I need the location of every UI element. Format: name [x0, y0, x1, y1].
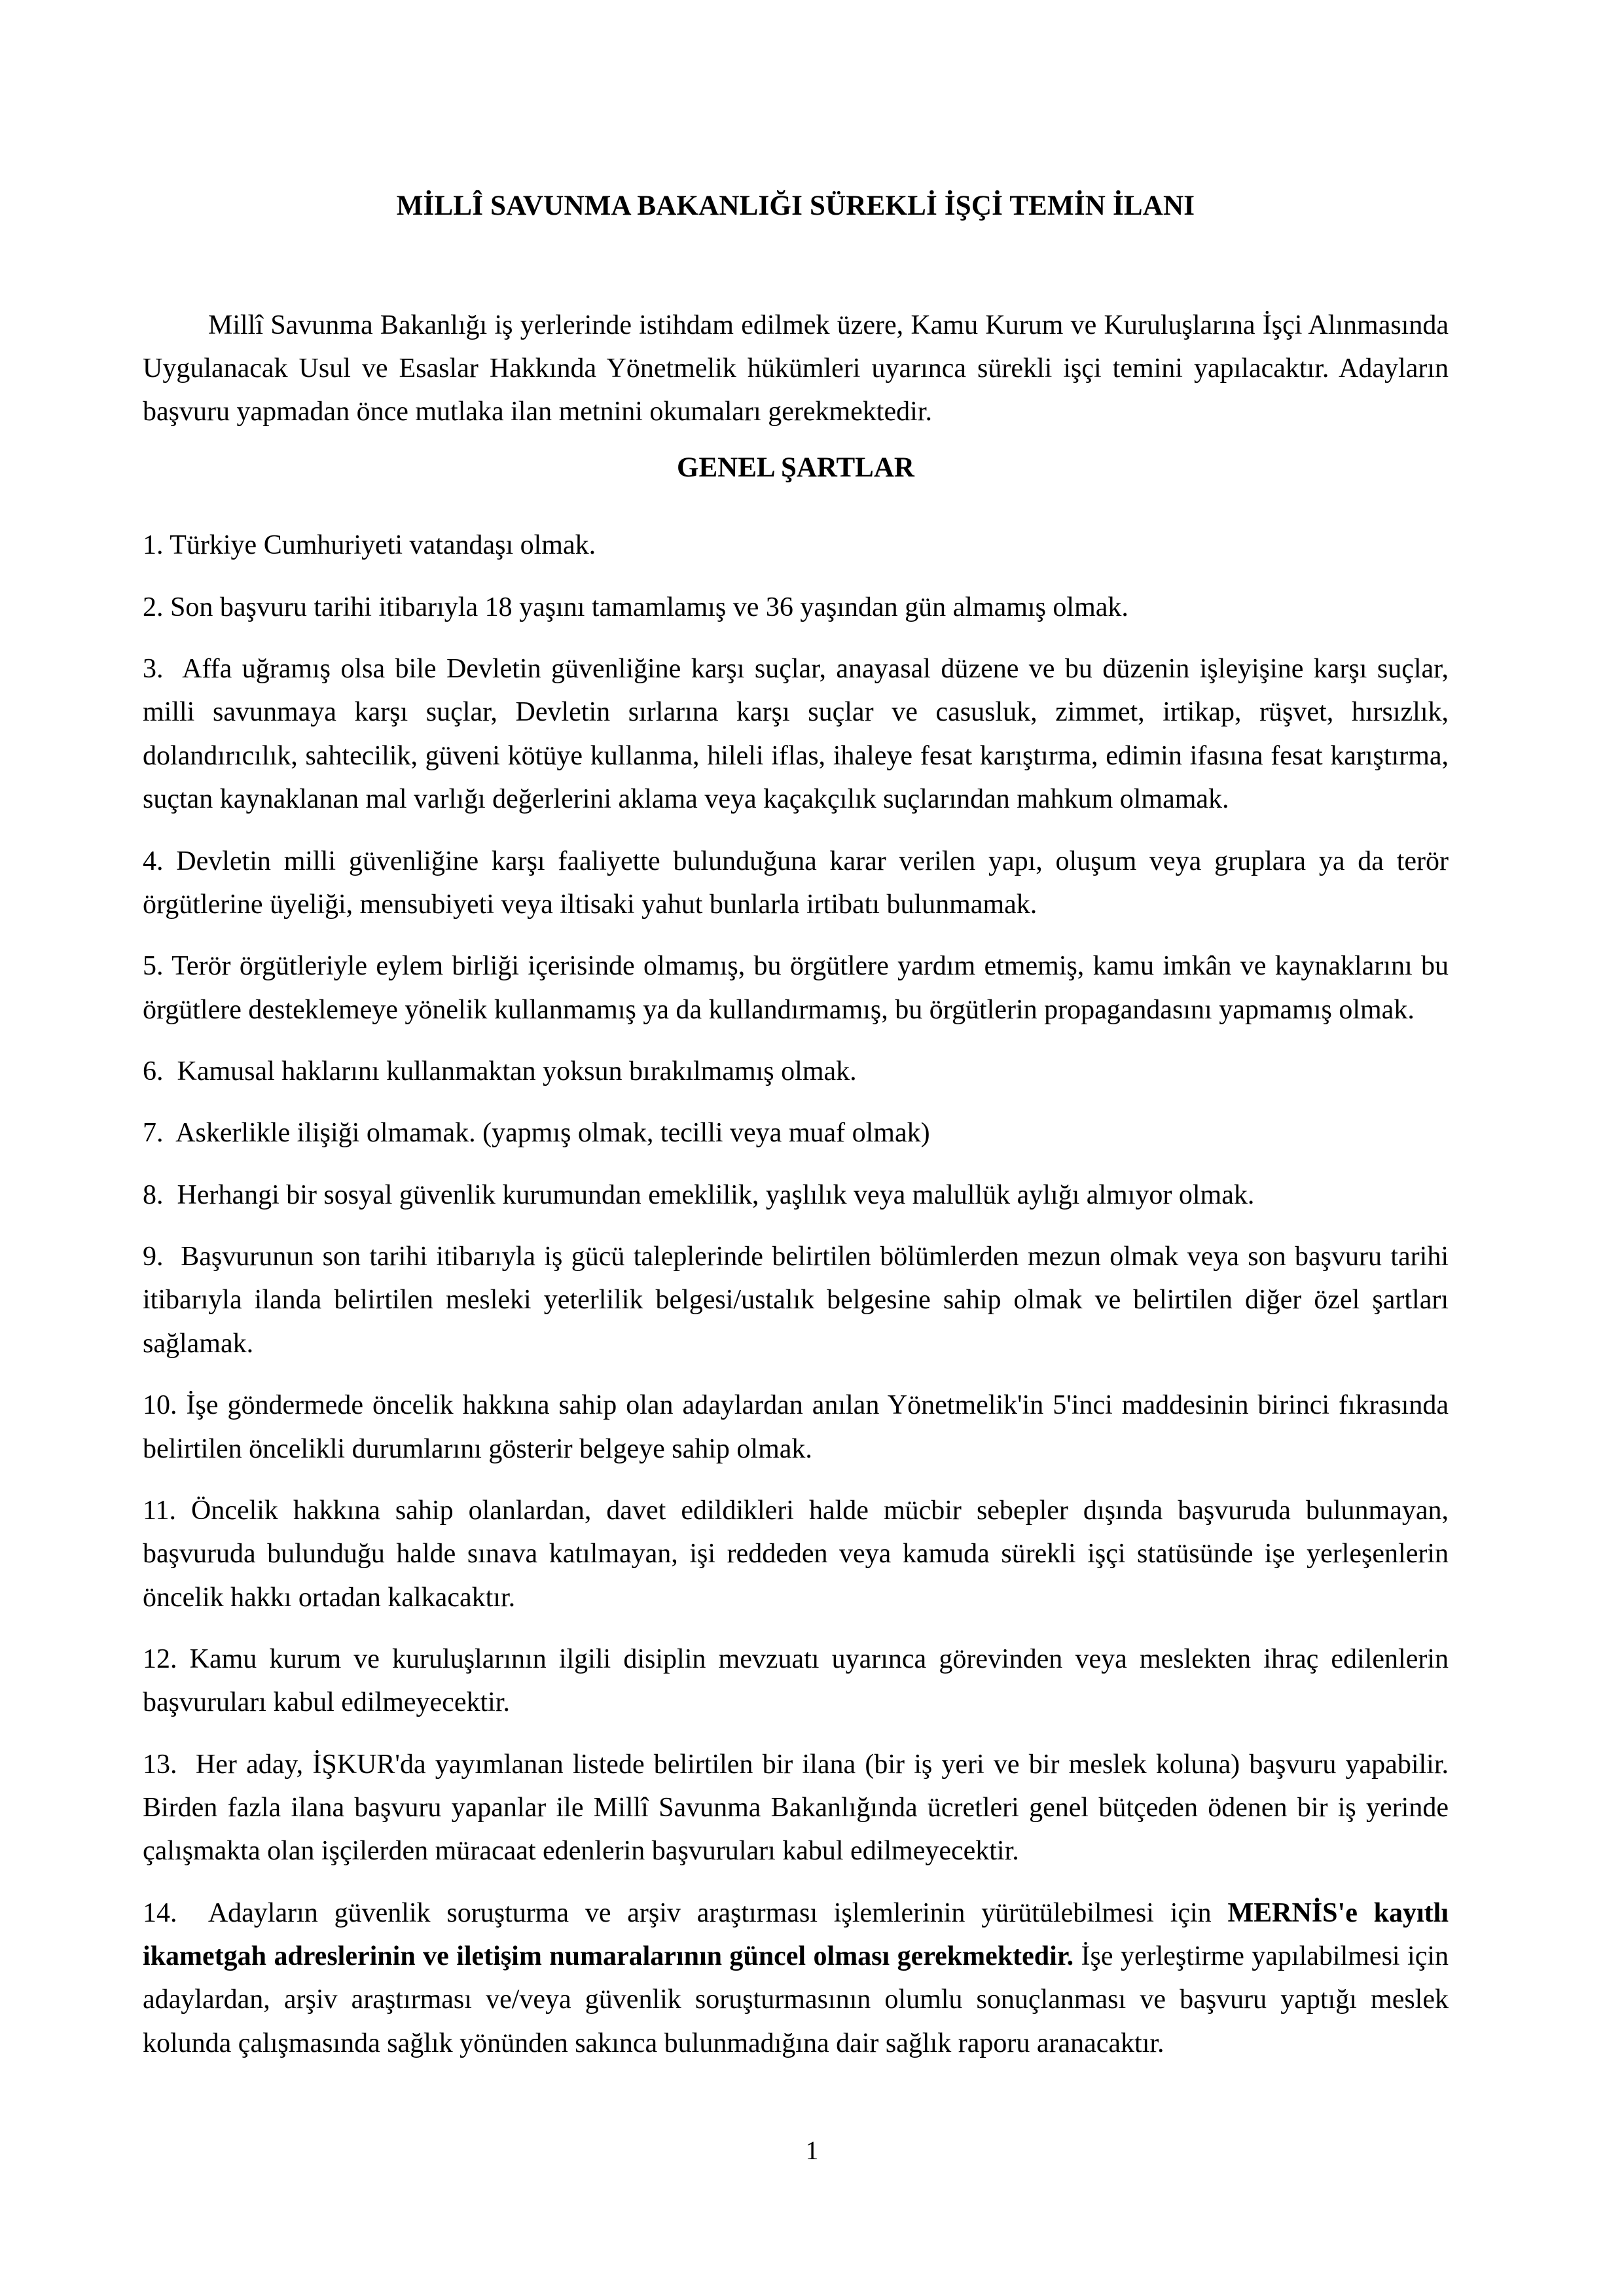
list-item-11: 11. Öncelik hakkına sahip olanlardan, davet edildikleri halde mücbir sebepler dışında başvuruda bulunmayan, başvuruda bulunduğu halde sınava katılmayan, işi reddeden veya kamuda sürekli işçi statüsünde işe yerleşenlerin öncelik hakkı ortadan kalkacaktır. — [143, 1495, 1456, 1613]
section-heading-genel-sartlar: GENEL ŞARTLAR — [677, 452, 914, 483]
list-item-2: 2. Son başvuru tarihi itibarıyla 18 yaşını tamamlamış ve 36 yaşından gün almamış olmak. — [143, 592, 1128, 622]
list-item-5: 5. Terör örgütleriyle eylem birliği içerisinde olmamış, bu örgütlere yardım etmemiş, kamu imkân ve kaynaklarını bu örgütlere desteklemeye yönelik kullanmamış ya da kullandırmamış, bu örgütlerin propagandasını yapmamış olmak. — [143, 951, 1456, 1025]
list-item-3: 3. Affa uğramış olsa bile Devletin güvenliğine karşı suçlar, anayasal düzene ve bu düzenin işleyişine karşı suçlar, milli savunmaya karşı suçlar, Devletin sırlarına karşı suçlar ve casusluk, zimmet, irtikap, rüşvet, hırsızlık, dolandırıcılık, sahtecilik, güveni kötüye kullanma, hileli iflas, ihaleye fesat karıştırma, edimin ifasına fesat karıştırma, suçtan kaynaklanan mal varlığı değerlerini aklama veya kaçakçılık suçlarından mahkum olmamak. — [143, 654, 1456, 815]
list-item-14 — [143, 1892, 1456, 2065]
general-conditions-list — [143, 484, 1456, 2065]
list-item-4: 4. Devletin milli güvenliğine karşı faaliyette bulunduğuna karar verilen yapı, oluşum veya gruplara ya da terör örgütlerine üyeliği, mensubiyeti veya iltisaki yahut bunlarla irtibatı bulunmamak. — [143, 846, 1456, 920]
list-item-9: 9. Başvurunun son tarihi itibarıyla iş gücü taleplerinde belirtilen bölümlerden mezun olmak veya son başvuru tarihi itibarıyla ilanda belirtilen mesleki yeterlilik belgesi/ustalık belgesine sahip olmak ve belirtilen diğer özel şartları sağlamak. — [143, 1242, 1456, 1359]
list-item-14-text-before-bold: 14. Adayların güvenlik soruşturma ve arşiv araştırması işlemlerinin yürütülebilmesi için — [143, 1897, 1228, 1928]
list-item-13: 13. Her aday, İŞKUR'da yayımlanan listede belirtilen bir ilana (bir iş yeri ve bir meslek koluna) başvuru yapabilir. Birden fazla ilana başvuru yapanlar ile Millî Savunma Bakanlığında ücretleri genel bütçeden ödenen bir iş yerinde çalışmakta olan işçilerden müracaat edenlerin başvuruları kabul edilmeyecektir. — [143, 1749, 1456, 1867]
list-item-6: 6. Kamusal haklarını kullanmaktan yoksun bırakılmamış olmak. — [143, 1056, 857, 1086]
list-item-1: 1. Türkiye Cumhuriyeti vatandaşı olmak. — [143, 530, 596, 561]
list-item-14-bold-emphasis: MERNİS'e kayıtlı ikametgah adreslerinin ve iletişim numaralarının güncel olması gerekmektedir. — [143, 1897, 1456, 1972]
document-content — [143, 0, 1456, 2065]
list-item-12: 12. Kamu kurum ve kuruluşlarının ilgili disiplin mevzuatı uyarınca görevinden veya meslekten ihraç edilenlerin başvuruları kabul edilmeyecektir. — [143, 1643, 1456, 1718]
list-item-14-text-after-bold: İşe yerleştirme yapılabilmesi için adaylardan, arşiv araştırması ve/veya güvenlik soruşturmasının olumlu sonuçlanması ve başvuru yaptığı meslek kolunda çalışmasında sağlık yönünden sakınca bulunmadığına dair sağlık raporu aranacaktır. — [143, 1941, 1456, 2058]
list-item-10: 10. İşe göndermede öncelik hakkına sahip olan adaylardan anılan Yönetmelik'in 5'inci maddesinin birinci fıkrasında belirtilen öncelikli durumlarını gösterir belgeye sahip olmak. — [143, 1390, 1456, 1464]
list-item-8: 8. Herhangi bir sosyal güvenlik kurumundan emeklilik, yaşlılık veya malullük aylığı almıyor olmak. — [143, 1179, 1255, 1210]
page-number: 1 — [805, 2136, 819, 2165]
intro-paragraph: Millî Savunma Bakanlığı iş yerlerinde istihdam edilmek üzere, Kamu Kurum ve Kuruluşlarına İşçi Alınmasında Uygulanacak Usul ve Esaslar Hakkında Yönetmelik hükümleri uyarınca sürekli işçi temini yapılacaktır. Adayların başvuru yapmadan önce mutlaka ilan metnini okumaları gerekmektedir. — [143, 310, 1449, 427]
page-title: MİLLÎ SAVUNMA BAKANLIĞI SÜREKLİ İŞÇİ TEMİN İLANI — [396, 190, 1195, 221]
list-item-7: 7. Askerlikle ilişiği olmamak. (yapmış olmak, tecilli veya muaf olmak) — [143, 1118, 930, 1149]
